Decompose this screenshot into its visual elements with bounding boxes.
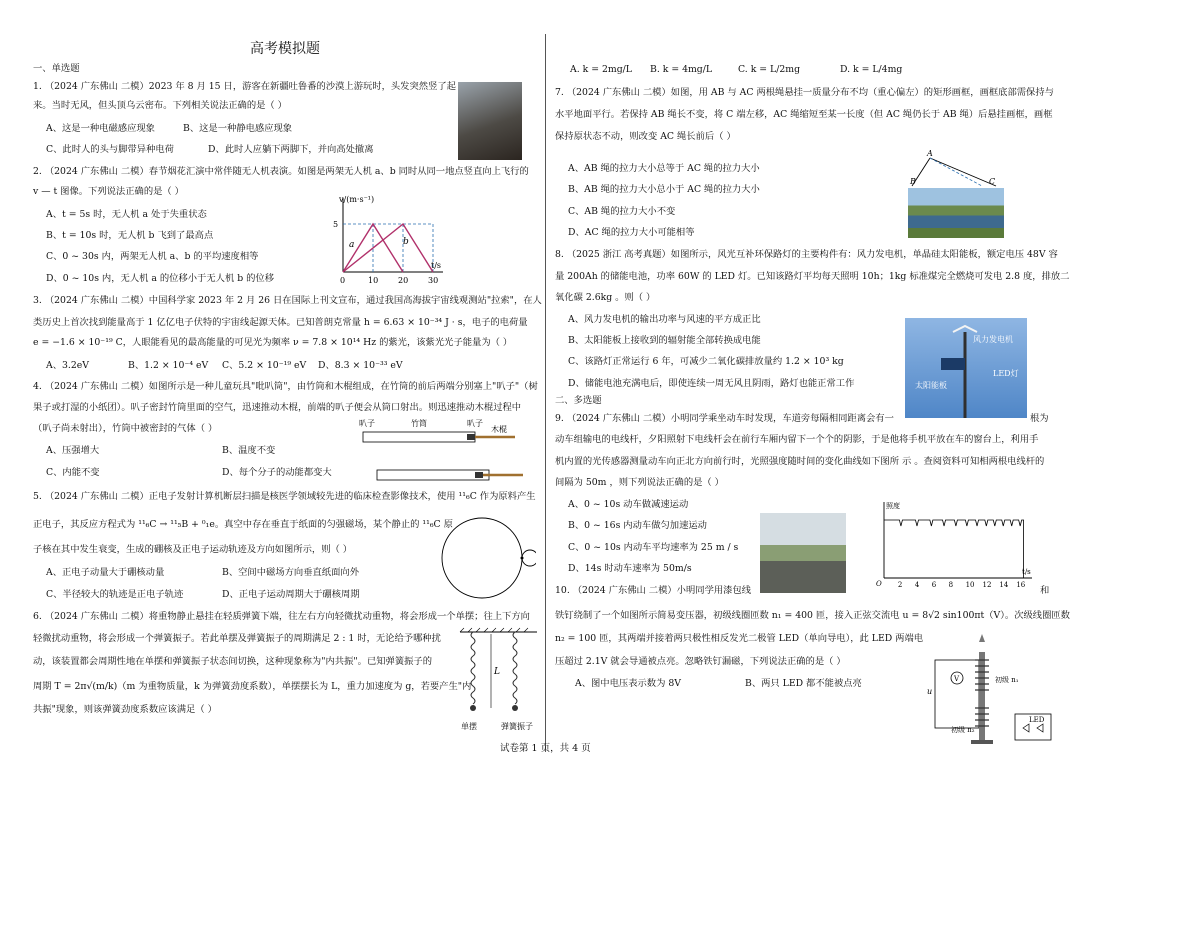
q4-label-front-plug: 叭子: [359, 419, 375, 428]
q3-option-b: B、1.2 × 10⁻⁴ eV: [128, 360, 209, 371]
q8-stem-line2: 量 200Ah 的储能电池，功率 60W 的 LED 灯。已知该路灯平均每天照明 10h；1kg 标准煤完全燃烧可发电 2.8 度，排放二: [555, 271, 1070, 282]
q9-tick-label: 16: [1016, 581, 1026, 589]
q6-stem-line3: 动，该装置都会周期性地在单摆和弹簧振子状态间切换，这种现象称为"内共振"。已知弹簧振子的: [33, 656, 433, 667]
q3-option-c: C、5.2 × 10⁻¹⁹ eV: [222, 360, 307, 371]
q4-plug-2: [475, 472, 483, 478]
q10-primary-circuit: [935, 660, 979, 728]
q2-tick-20: 20: [398, 276, 409, 285]
q9-stem-line1: 9. （2024 广东佛山 二模）小明同学乘坐动车时发现，车道旁每隔相同距离会有一: [555, 413, 894, 424]
q6-stem-line1: 6. （2024 广东佛山 二模）将重物静止悬挂在轻质弹簧下端，往左右方向轻微扰动重物，将会形成一个单摆；往上下方向: [33, 611, 530, 622]
q7-point-b: B: [910, 177, 916, 186]
q4-label-stick: 木棍: [491, 425, 507, 434]
q7-option-a: A、AB 绳的拉力大小总等于 AC 绳的拉力大小: [568, 163, 760, 174]
q6-label-spring: 弹簧振子: [501, 722, 533, 731]
q6-stem-line2: 轻微扰动重物，将会形成一个弹簧振子。若此单摆及弹簧振子的周期满足 2 : 1 时，无论给予哪种扰: [33, 633, 441, 644]
q2-option-c: C、0 ~ 30s 内，两架无人机 a、b 的平均速度相等: [46, 251, 259, 262]
q6-stem-line5: 共振"现象，则该弹簧劲度系数应该满足（ ）: [33, 704, 217, 715]
q1-option-a: A、这是一种电磁感应现象: [46, 123, 155, 134]
q10-stem-line1: 10. （2024 广东佛山 二模）小明同学用漆包线: [555, 585, 752, 596]
q7-option-d: D、AC 绳的拉力大小可能相等: [568, 227, 695, 238]
q8-option-b: B、太阳能板上接收到的辐射能全部转换成电能: [568, 335, 761, 346]
q2-tick-10: 10: [368, 276, 379, 285]
q2-y5-label: 5: [333, 220, 339, 229]
q2-option-a: A、t = 5s 时，无人机 a 处于失重状态: [46, 209, 207, 220]
q2-b-label: b: [403, 237, 409, 247]
q4-tube-2: [377, 470, 489, 480]
q4-stem-line1: 4. （2024 广东佛山 二模）如图所示是一种儿童玩具"吡叭筒"，由竹筒和木棍组成，在竹筒的前后两端分别塞上"叭子"（树: [33, 381, 538, 392]
q8-turbine-blades: [953, 326, 977, 332]
q9-illuminance-graph: [870, 498, 1040, 590]
q8-solar-panel: [941, 358, 965, 370]
q4-stem-line2: 果子或打湿的小纸团）。叭子密封竹筒里面的空气，迅速推动木棍，前端的叭子便会从筒口射出。则迅速推动木棍过程中: [33, 402, 522, 413]
q7-rope-ac: [930, 158, 996, 186]
q7-option-b: B、AB 绳的拉力大小总小于 AC 绳的拉力大小: [568, 184, 760, 195]
q9-stem-line1b: 根为: [1030, 413, 1049, 424]
q6-length-label: L: [494, 667, 500, 677]
q8-label-led: LED灯: [993, 369, 1019, 378]
q9-ticks: [898, 581, 1026, 589]
q10-label-n1: 初级 n₁: [995, 676, 1019, 684]
q4-stem-line3: （叭子尚未射出），竹筒中被密封的气体（ ）: [33, 423, 218, 434]
q3-option-a: A、3.2eV: [46, 360, 90, 371]
q2-stem-line2: v — t 图像。下列说法正确的是（ ）: [33, 186, 184, 197]
q8-option-a: A、风力发电机的输出功率与风速的平方成正比: [568, 314, 761, 325]
q8-streetlight-overlay: [905, 318, 1027, 418]
q6-label-pendulum: 单摆: [461, 722, 477, 731]
q2-option-d: D、0 ~ 10s 内，无人机 a 的位移小于无人机 b 的位移: [46, 273, 274, 284]
q3-stem-line2: 类历史上首次找到能量高于 1 亿亿电子伏特的宇宙线起源天体。已知普朗克常量 h = 6.63 × 10⁻³⁴ J · s，电子的电荷量: [33, 317, 528, 328]
q6-ceiling-hatch: [460, 628, 528, 632]
q6-stem-line4: 周期 T = 2π√(m/k)（m 为重物质量，k 为弹簧劲度系数），单摆摆长为 L，重力加速度为 g，若要产生"内: [33, 681, 472, 692]
q4-plug-1: [467, 434, 475, 440]
q10-voltmeter-v: V: [954, 675, 960, 683]
q4-toy-diagram: [355, 416, 535, 492]
q7-point-c: C: [989, 177, 996, 186]
q9-stem-line2: 动车组输电的电线杆，夕阳照射下电线杆会在前行车厢内留下一个个的阴影，于是他将手机平放在车的窗台上，利用手: [555, 434, 1039, 445]
q10-transformer-diagram: [925, 632, 1065, 754]
q2-tick-0: 0: [340, 276, 346, 285]
q5-stem-line2: 正电子，其反应方程式为 ¹¹₆C → ¹¹₅B + ⁰₁e。真空中存在垂直于纸面的匀强磁场，某个静止的 ¹¹₆C 原: [33, 519, 453, 530]
q8-label-turbine: 风力发电机: [973, 335, 1013, 344]
q8-stem-line1: 8. （2025 浙江 高考真题）如图所示，风光互补环保路灯的主要构件有：风力发电机，单晶硅太阳能板，额定电压 48V 容: [555, 249, 1058, 260]
q10-nail-head: [971, 740, 993, 744]
q9-y-label: 照度: [886, 502, 900, 510]
q10-stem-line4: 压超过 2.1V 就会导通被点亮。忽略铁钉漏磁，下列说法正确的是（ ）: [555, 656, 846, 667]
q4-label-back-plug: 叭子: [467, 419, 483, 428]
q5-stem-line1: 5. （2024 广东佛山 二模）正电子发射计算机断层扫描是核医学领域较先进的临床检查影像技术，使用 ¹¹₆C 作为原料产生: [33, 491, 536, 502]
q10-option-b: B、两只 LED 都不能被点亮: [745, 678, 862, 689]
q1-stem-line1: 1. （2024 广东佛山 二模）2023 年 8 月 15 日，游客在新疆吐鲁番的沙漠上游玩时，头发突然竖了起: [33, 81, 456, 92]
q7-stem-line2: 水平地面平行。若保持 AB 绳长不变，将 C 端左移，AC 绳缩短至某一长度（但 AC 绳仍长于 AB 绳）后悬挂画框，画框: [555, 109, 1053, 120]
q10-label-n2: 初级 n₂: [951, 726, 975, 734]
q6-spring-2: [513, 632, 517, 704]
q1-option-b: B、这是一种静电感应现象: [183, 123, 293, 134]
q3-option-d: D、8.3 × 10⁻³³ eV: [318, 360, 403, 371]
q2-vt-graph: [325, 192, 450, 287]
q2-tick-30: 30: [428, 276, 439, 285]
column-divider: [545, 34, 546, 752]
q7-landscape-picture: [908, 188, 1004, 238]
q7-stem-line3: 保持原状态不动，则改变 AC 绳长前后（ ）: [555, 131, 736, 142]
q5-track-diagram: [436, 512, 536, 604]
q4-option-d: D、每个分子的动能都变大: [222, 467, 332, 478]
q1-hair-photo: [458, 82, 522, 160]
q3-stem-line3: e = −1.6 × 10⁻¹⁹ C，人眼能看见的最高能量的可见光为频率 ν = 7.8 × 10¹⁴ Hz 的紫光，该紫光光子能量为（ ）: [33, 337, 513, 348]
q2-y-label: v/(m·s⁻¹): [339, 195, 375, 204]
q9-tick-label: 8: [948, 581, 954, 589]
q10-stem-line1b: 和: [1040, 585, 1050, 596]
q9-tick-label: 10: [965, 581, 975, 589]
q6-bob-2: [512, 705, 518, 711]
q6-option-c: C. k = L/2mg: [738, 64, 801, 75]
q9-tick-label: 4: [914, 581, 920, 589]
q9-train-window-photo: [760, 513, 846, 593]
q4-option-a: A、压强增大: [46, 445, 100, 456]
q9-x-label: t/s: [1022, 568, 1031, 576]
q5-decay-point: [521, 557, 524, 560]
page-title: 高考模拟题: [250, 41, 320, 57]
q9-stem-line4: 间隔为 50m ，则下列说法正确的是（ ）: [555, 477, 724, 488]
q10-stem-line3: n₂ = 100 匝，其两端并接着两只极性相反发光二极管 LED（单向导电），此 LED 两端电: [555, 633, 924, 644]
q9-tick-label: 14: [999, 581, 1009, 589]
q7-stem-line1: 7. （2024 广东佛山 二模）如图，用 AB 与 AC 两根绳悬挂一质量分布不均（重心偏左）的矩形画框，画框底部需保持与: [555, 87, 1054, 98]
q10-option-a: A、图中电压表示数为 8V: [575, 678, 681, 689]
q4-label-tube: 竹筒: [411, 419, 427, 428]
q1-option-c: C、此时人的头与脚带异种电荷: [46, 144, 174, 155]
q9-tick-label: 6: [931, 581, 937, 589]
q5-option-d: D、正电子运动周期大于硼核周期: [222, 589, 360, 600]
q2-x-label: t/s: [431, 261, 442, 270]
q2-a-label: a: [349, 240, 355, 250]
q1-option-d: D、此时人应躺下两脚下，并向高处撤离: [208, 144, 374, 155]
q9-option-c: C、0 ~ 10s 内动车平均速率为 25 m / s: [568, 542, 739, 553]
q4-option-b: B、温度不变: [222, 445, 276, 456]
q6-pendulum-diagram: [455, 626, 540, 738]
q9-stem-line3: 机内置的光传感器测量动车向正北方向前行时，光照强度随时间的变化曲线如下图所 示 。查阅资料可知相两根电线杆的: [555, 456, 1045, 467]
q9-tick-label: 12: [982, 581, 992, 589]
page-footer: 试卷第 1 页，共 4 页: [500, 743, 591, 754]
q6-option-a: A. k = 2mg/L: [570, 64, 632, 75]
q5-option-b: B、空间中磁场方向垂直纸面向外: [222, 567, 359, 578]
q6-bob-1: [470, 705, 476, 711]
q9-tick-label: 2: [897, 581, 903, 589]
q5-small-track: [522, 550, 536, 566]
q10-label-u: u: [927, 687, 933, 696]
q6-option-b: B. k = 4mg/L: [650, 64, 713, 75]
q9-option-b: B、0 ~ 16s 内动车做匀加速运动: [568, 520, 707, 531]
q10-label-led: LED: [1029, 716, 1045, 724]
q1-stem-line2: 来。当时无风，但头顶乌云密布。下列相关说法正确的是（ ）: [33, 100, 287, 111]
q9-illuminance-curve: [884, 520, 1024, 578]
q2-stem-line1: 2. （2024 广东佛山 二模）春节烟花汇演中常伴随无人机表演。如图是两架无人机 a、b 同时从同一地点竖直向上飞行的: [33, 166, 529, 177]
q4-tube-1: [363, 432, 475, 442]
q6-spring-1: [471, 632, 475, 704]
q8-option-c: C、该路灯正常运行 6 年，可减少二氧化碳排放量约 1.2 × 10³ kg: [568, 356, 844, 367]
section-heading-multi: 二、多选题: [555, 395, 602, 406]
q5-option-a: A、正电子动量大于硼核动量: [46, 567, 165, 578]
q6-option-d: D. k = L/4mg: [840, 64, 903, 75]
section-heading-single: 一、单选题: [33, 63, 80, 74]
q10-stem-line2: 铁钉绕制了一个如图所示简易变压器，初级线圈匝数 n₁ = 400 匝，接入正弦交流电 u = 8√2 sin100πt（V）。次级线圈匝数: [555, 610, 1070, 621]
q5-stem-line3: 子核在其中发生衰变，生成的硼核及正电子运动轨迹及方向如图所示，则（ ）: [33, 544, 353, 555]
q9-origin: O: [876, 580, 882, 588]
q5-large-track: [442, 518, 522, 598]
q7-point-a: A: [927, 149, 933, 158]
q7-rope-ac-new: [930, 158, 982, 186]
q10-nail-tip: [979, 634, 985, 642]
q7-option-c: C、AB 绳的拉力大小不变: [568, 206, 676, 217]
q8-label-solar: 太阳能板: [915, 381, 947, 390]
q5-option-c: C、半径较大的轨迹是正电子轨迹: [46, 589, 184, 600]
q3-stem-line1: 3. （2024 广东佛山 二模）中国科学家 2023 年 2 月 26 日在国际上刊文宣布，通过我国高海拔宇宙线观测站"拉索"，在人: [33, 295, 542, 306]
q7-frame-diagram: [900, 148, 1010, 188]
q9-option-a: A、0 ~ 10s 动车做减速运动: [568, 499, 689, 510]
q9-option-d: D、14s 时动车速率为 50m/s: [568, 563, 692, 574]
q4-option-c: C、内能不变: [46, 467, 100, 478]
q10-led-pair: [1023, 724, 1043, 732]
q8-option-d: D、储能电池充满电后，即使连续一周无风且阴雨，路灯也能正常工作: [568, 378, 855, 389]
q2-option-b: B、t = 10s 时，无人机 b 飞到了最高点: [46, 230, 214, 241]
q8-stem-line3: 氧化碳 2.6kg 。则（ ）: [555, 292, 656, 303]
